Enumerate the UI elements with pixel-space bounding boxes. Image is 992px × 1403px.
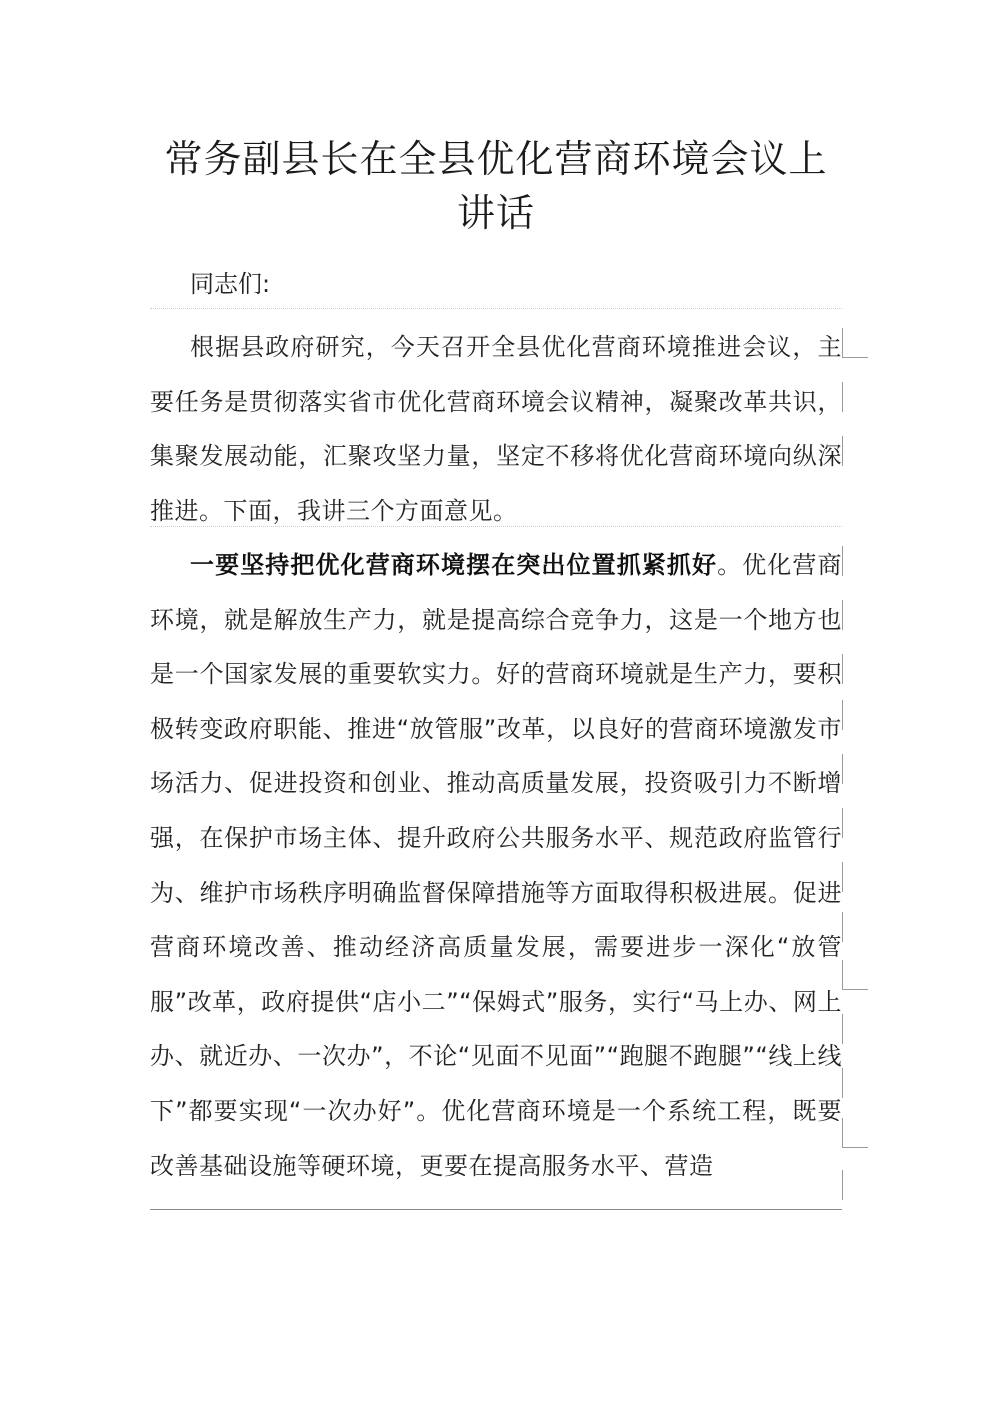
margin-mark <box>842 960 843 990</box>
margin-mark <box>842 862 843 892</box>
margin-mark <box>842 328 843 358</box>
margin-mark <box>842 546 843 576</box>
margin-mark <box>842 1014 843 1044</box>
margin-mark <box>842 808 843 838</box>
page-bottom-rule <box>150 1209 842 1210</box>
margin-mark <box>842 436 843 466</box>
paragraph-intro: 根据县政府研究，今天召开全县优化营商环境推进会议，主要任务是贯彻落实省市优化营商环境会议精神，凝聚改革共识，集聚发展动能，汇聚攻坚力量，坚定不移将优化营商环境向纵深推进。下面，我讲三个方面意见。 <box>150 333 842 525</box>
margin-mark <box>842 754 843 784</box>
section-body: 。优化营商环境，就是解放生产力，就是提高综合竞争力，这是一个地方也是一个国家发展的重要软实力。好的营商环境就是生产力，要积极转变政府职能、推进“放管服”改革，以良好的营商环境激发市场活力、促进投资和创业、推动高质量发展，投资吸引力不断增强，在保护市场主体、提升政府公共服务水平、规范政府监管行为、维护市场秩序明确监督保障措施等方面取得积极进展。促进营商环境改善、推动经济高质量发展，需要进步一深化“放管服”改革，政府提供“店小二”“保姆式”服务，实行“马上办、网上办、就近办、一次办”，不论“见面不见面”“跑腿不跑腿”“线上线下”都要实现“一次办好”。优化营商环境是一个系统工程，既要改善基础设施等硬环境，更要在提高服务水平、营造 <box>150 551 843 1180</box>
margin-mark <box>842 1170 843 1200</box>
paragraph-divider <box>150 526 842 527</box>
margin-mark <box>842 700 843 730</box>
margin-mark <box>842 382 843 412</box>
margin-mark <box>842 1068 843 1098</box>
section-heading: 一要坚持把优化营商环境摆在突出位置抓紧抓好 <box>190 551 718 579</box>
paragraph-section-one <box>150 538 842 1193</box>
margin-mark <box>842 600 843 630</box>
paragraph-divider <box>150 308 842 309</box>
margin-mark <box>842 1118 843 1148</box>
document-title: 常务副县长在全县优化营商环境会议上讲话 <box>164 137 828 235</box>
margin-mark <box>842 912 843 942</box>
margin-mark <box>842 654 843 684</box>
salutation: 同志们: <box>190 270 271 298</box>
